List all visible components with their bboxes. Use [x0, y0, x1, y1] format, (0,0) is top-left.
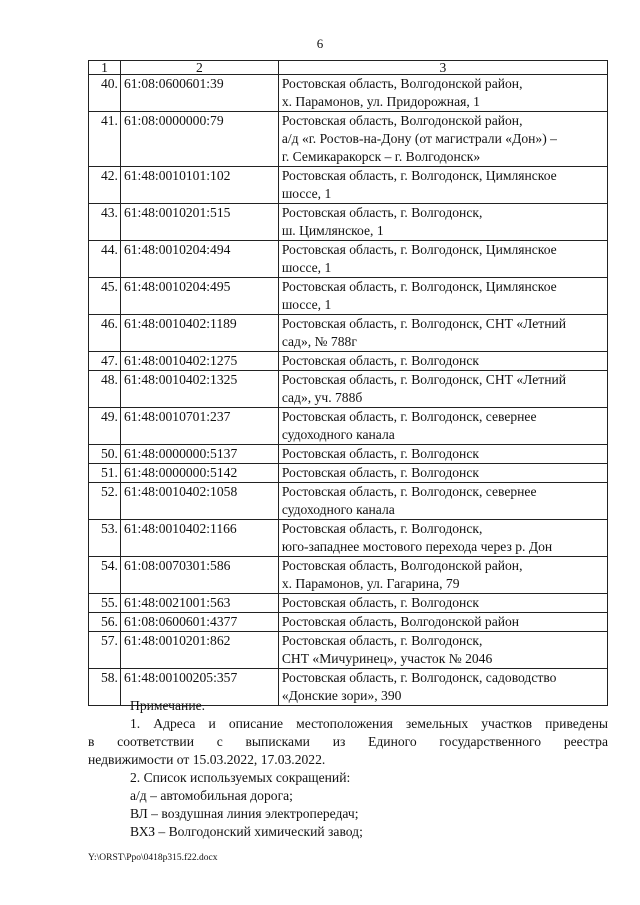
page-number: 6 — [316, 36, 324, 51]
address-line: Ростовская область, г. Волгодонск, — [281, 521, 483, 536]
address-cell — [278, 483, 607, 520]
row-number: 51. — [89, 464, 121, 483]
address-line: судоходного канала — [281, 502, 395, 517]
note-1-line-2: в соответствии с выписками из Единого государственного реестра — [88, 734, 608, 749]
row-number: 48. — [89, 371, 121, 408]
cadastral-number: 61:48:0000000:5142 — [120, 464, 278, 483]
abbreviation-item: а/д – автомобильная дорога; — [130, 788, 293, 803]
table-row — [89, 613, 608, 632]
address-line: Ростовская область, Волгодонской район — [281, 614, 520, 629]
address-line: Ростовская область, г. Волгодонск, севернее — [281, 409, 537, 424]
table-row — [89, 352, 608, 371]
address-cell — [278, 315, 607, 352]
row-number: 40. — [89, 75, 121, 112]
address-cell — [278, 632, 607, 669]
address-cell — [278, 204, 607, 241]
address-line: Ростовская область, г. Волгодонск — [281, 446, 479, 461]
address-line: Ростовская область, г. Волгодонск — [281, 353, 479, 368]
table-row — [89, 167, 608, 204]
cadastral-number: 61:48:0010201:862 — [120, 632, 278, 669]
cadastral-number: 61:48:0010204:494 — [120, 241, 278, 278]
table-row — [89, 204, 608, 241]
row-number: 44. — [89, 241, 121, 278]
table-row — [89, 278, 608, 315]
row-number: 43. — [89, 204, 121, 241]
address-line: х. Парамонов, ул. Придорожная, 1 — [281, 94, 480, 109]
cadastral-number: 61:08:0000000:79 — [120, 112, 278, 167]
address-line: Ростовская область, Волгодонской район, — [281, 76, 523, 91]
address-line: сад», уч. 788б — [281, 390, 363, 405]
address-line: Ростовская область, г. Волгодонск — [281, 595, 479, 610]
cadastral-number: 61:08:0070301:586 — [120, 557, 278, 594]
address-line: Ростовская область, г. Волгодонск — [281, 465, 479, 480]
table-row — [89, 315, 608, 352]
address-line: Ростовская область, Волгодонской район, — [281, 558, 523, 573]
address-line: Ростовская область, г. Волгодонск, — [281, 633, 483, 648]
row-number: 57. — [89, 632, 121, 669]
address-cell — [278, 445, 607, 464]
cadastral-number: 61:48:0010402:1275 — [120, 352, 278, 371]
column-header-number: 1 — [89, 61, 121, 75]
row-number: 52. — [89, 483, 121, 520]
column-header-address: 3 — [278, 61, 607, 75]
row-number: 56. — [89, 613, 121, 632]
cadastral-number: 61:08:0600601:4377 — [120, 613, 278, 632]
address-line: шоссе, 1 — [281, 297, 332, 312]
address-line: СНТ «Мичуринец», участок № 2046 — [281, 651, 493, 666]
cadastral-number: 61:48:0010701:237 — [120, 408, 278, 445]
table-body — [89, 75, 608, 706]
address-cell — [278, 408, 607, 445]
address-cell — [278, 278, 607, 315]
address-line: юго-западнее мостового перехода через р. Дон — [281, 539, 553, 554]
table-row — [89, 241, 608, 278]
address-cell — [278, 371, 607, 408]
abbreviation-item: ВХЗ – Волгодонский химический завод; — [130, 824, 363, 839]
table-row — [89, 464, 608, 483]
cadastral-number: 61:48:0010402:1325 — [120, 371, 278, 408]
address-line: Ростовская область, г. Волгодонск, садоводство — [281, 670, 557, 685]
address-line: Ростовская область, г. Волгодонск, Цимлянское — [281, 242, 557, 257]
address-cell — [278, 352, 607, 371]
note-2: 2. Список используемых сокращений: — [130, 770, 351, 785]
table-row — [89, 75, 608, 112]
table-row — [89, 483, 608, 520]
note-1-line-3: недвижимости от 15.03.2022, 17.03.2022. — [88, 752, 326, 767]
address-line: судоходного канала — [281, 427, 395, 442]
address-line: сад», № 788г — [281, 334, 357, 349]
abbreviation-item: ВЛ – воздушная линия электропередач; — [130, 806, 359, 821]
address-cell — [278, 241, 607, 278]
notes-section — [88, 697, 608, 841]
address-cell — [278, 112, 607, 167]
table-header-row — [89, 61, 608, 75]
address-cell — [278, 613, 607, 632]
address-cell — [278, 464, 607, 483]
address-line: Ростовская область, г. Волгодонск, Цимлянское — [281, 279, 557, 294]
cadastral-number: 61:48:0010402:1189 — [120, 315, 278, 352]
address-cell — [278, 167, 607, 204]
address-line: Ростовская область, г. Волгодонск, Цимлянское — [281, 168, 557, 183]
address-line: шоссе, 1 — [281, 186, 332, 201]
row-number: 54. — [89, 557, 121, 594]
address-line: х. Парамонов, ул. Гагарина, 79 — [281, 576, 460, 591]
table-row — [89, 557, 608, 594]
address-line: Ростовская область, г. Волгодонск, СНТ «Летний — [281, 372, 567, 387]
address-line: «Донские зори», 390 — [281, 688, 402, 703]
cadastral-number: 61:48:0010101:102 — [120, 167, 278, 204]
address-line: а/д «г. Ростов-на-Дону (от магистрали «Дон») – — [281, 131, 557, 146]
table-row — [89, 371, 608, 408]
land-plots-table — [88, 60, 608, 706]
footer-file-path: Y:\ORST\Ppo\0418p315.f22.docx — [88, 853, 218, 863]
address-line: г. Семикаракорск – г. Волгодонск» — [281, 149, 481, 164]
table-row — [89, 445, 608, 464]
row-number: 58. — [89, 669, 121, 706]
notes-heading: Примечание. — [130, 698, 206, 713]
address-line: Ростовская область, г. Волгодонск, СНТ «Летний — [281, 316, 567, 331]
row-number: 53. — [89, 520, 121, 557]
row-number: 45. — [89, 278, 121, 315]
row-number: 42. — [89, 167, 121, 204]
table-row — [89, 408, 608, 445]
address-line: шоссе, 1 — [281, 260, 332, 275]
row-number: 47. — [89, 352, 121, 371]
row-number: 55. — [89, 594, 121, 613]
address-cell — [278, 594, 607, 613]
address-cell — [278, 557, 607, 594]
note-1-line-1: 1. Адреса и описание местоположения земельных участков приведены — [130, 716, 608, 731]
row-number: 50. — [89, 445, 121, 464]
address-cell — [278, 520, 607, 557]
cadastral-number: 61:48:0010204:495 — [120, 278, 278, 315]
table-row — [89, 632, 608, 669]
address-line: Ростовская область, Волгодонской район, — [281, 113, 523, 128]
address-line: ш. Цимлянское, 1 — [281, 223, 384, 238]
cadastral-number: 61:48:0010402:1058 — [120, 483, 278, 520]
column-header-cadastral: 2 — [120, 61, 278, 75]
address-line: Ростовская область, г. Волгодонск, севернее — [281, 484, 537, 499]
address-line: Ростовская область, г. Волгодонск, — [281, 205, 483, 220]
cadastral-number: 61:48:00100205:357 — [120, 669, 278, 706]
cadastral-number: 61:48:0000000:5137 — [120, 445, 278, 464]
cadastral-number: 61:08:0600601:39 — [120, 75, 278, 112]
cadastral-number: 61:48:0010402:1166 — [120, 520, 278, 557]
table-row — [89, 520, 608, 557]
row-number: 46. — [89, 315, 121, 352]
row-number: 41. — [89, 112, 121, 167]
cadastral-number: 61:48:0010201:515 — [120, 204, 278, 241]
table-row — [89, 594, 608, 613]
table-row — [89, 112, 608, 167]
cadastral-number: 61:48:0021001:563 — [120, 594, 278, 613]
address-cell — [278, 75, 607, 112]
row-number: 49. — [89, 408, 121, 445]
